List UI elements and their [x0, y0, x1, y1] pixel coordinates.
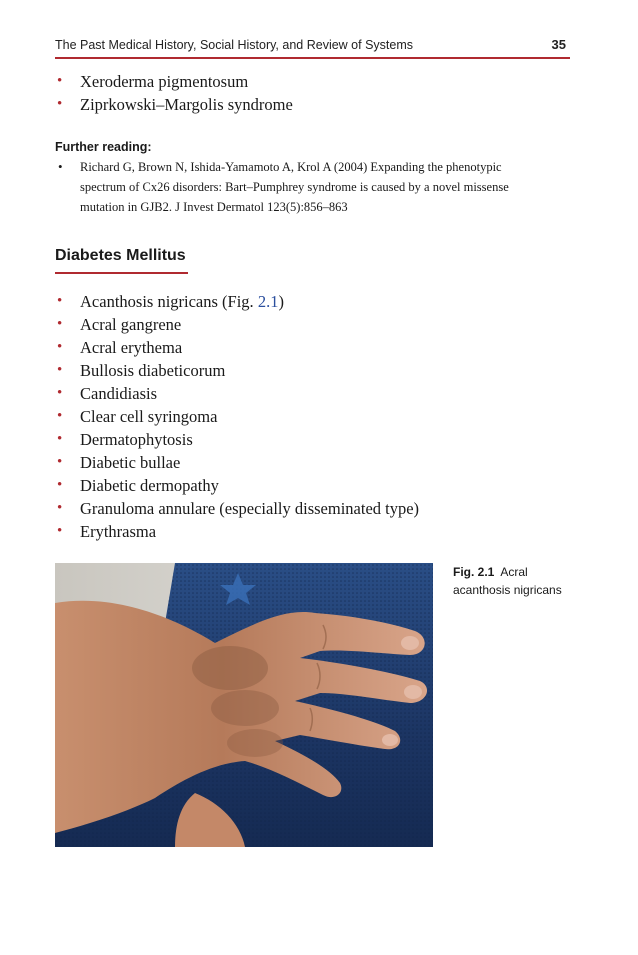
- diabetes-condition-list: [55, 290, 419, 543]
- figure-caption-text: Acral: [500, 565, 528, 579]
- reference-line: mutation in GJB2. J Invest Dermatol 123(5):856–863: [80, 200, 348, 214]
- list-item: • Bullosis diabeticorum: [57, 361, 226, 380]
- bullet-icon: •: [58, 159, 63, 174]
- list-item: • Erythrasma: [57, 522, 157, 541]
- continued-condition-list: [55, 70, 293, 116]
- figure-caption: [453, 563, 583, 599]
- list-item: • Granuloma annulare (especially disseminated type): [57, 499, 420, 518]
- list-item: • Xeroderma pigmentosum: [57, 72, 249, 91]
- figure-photo: [55, 563, 433, 847]
- section-title: Diabetes Mellitus: [55, 247, 186, 264]
- bullet-icon: •: [57, 431, 63, 447]
- header-rule: [55, 57, 570, 59]
- list-item: • Clear cell syringoma: [57, 407, 218, 426]
- figure-reference-link[interactable]: 2.1: [257, 292, 279, 311]
- bullet-icon: •: [57, 500, 63, 516]
- bullet-icon: •: [57, 339, 63, 355]
- list-item: • Candidiasis: [57, 384, 157, 403]
- further-reading-heading: Further reading:: [55, 140, 152, 154]
- bullet-icon: •: [57, 96, 63, 112]
- list-item: • Acral erythema: [57, 338, 183, 357]
- hand-photo-illustration: [55, 563, 433, 847]
- figure-label: Fig. 2.1: [453, 565, 495, 579]
- figure-caption-text: acanthosis nigricans: [453, 583, 562, 597]
- reference-line: spectrum of Cx26 disorders: Bart–Pumphrey syndrome is caused by a novel missense: [80, 180, 509, 194]
- running-header: [55, 36, 570, 56]
- list-item: • Dermatophytosis: [57, 430, 193, 449]
- bullet-icon: •: [57, 385, 63, 401]
- bullet-icon: •: [57, 477, 63, 493]
- bullet-icon: •: [57, 316, 63, 332]
- list-item: • Ziprkowski–Margolis syndrome: [57, 95, 293, 114]
- list-item: • Diabetic bullae: [57, 453, 181, 472]
- reference-line: Richard G, Brown N, Ishida-Yamamoto A, Krol A (2004) Expanding the phenotypic: [80, 160, 502, 174]
- list-item: • Diabetic dermopathy: [57, 476, 219, 495]
- bullet-icon: •: [57, 523, 63, 539]
- section-title-rule: [55, 272, 188, 274]
- reference-item: [55, 157, 570, 217]
- bullet-icon: •: [57, 408, 63, 424]
- page-number: 35: [551, 37, 566, 52]
- running-header-title: The Past Medical History, Social History, and Review of Systems: [55, 38, 413, 52]
- list-item: • Acanthosis nigricans (Fig. 2.1): [57, 292, 284, 311]
- bullet-icon: •: [57, 362, 63, 378]
- list-item: • Acral gangrene: [57, 315, 182, 334]
- further-reading-list: [55, 157, 570, 217]
- bullet-icon: •: [57, 293, 63, 309]
- bullet-icon: •: [57, 73, 63, 89]
- bullet-icon: •: [57, 454, 63, 470]
